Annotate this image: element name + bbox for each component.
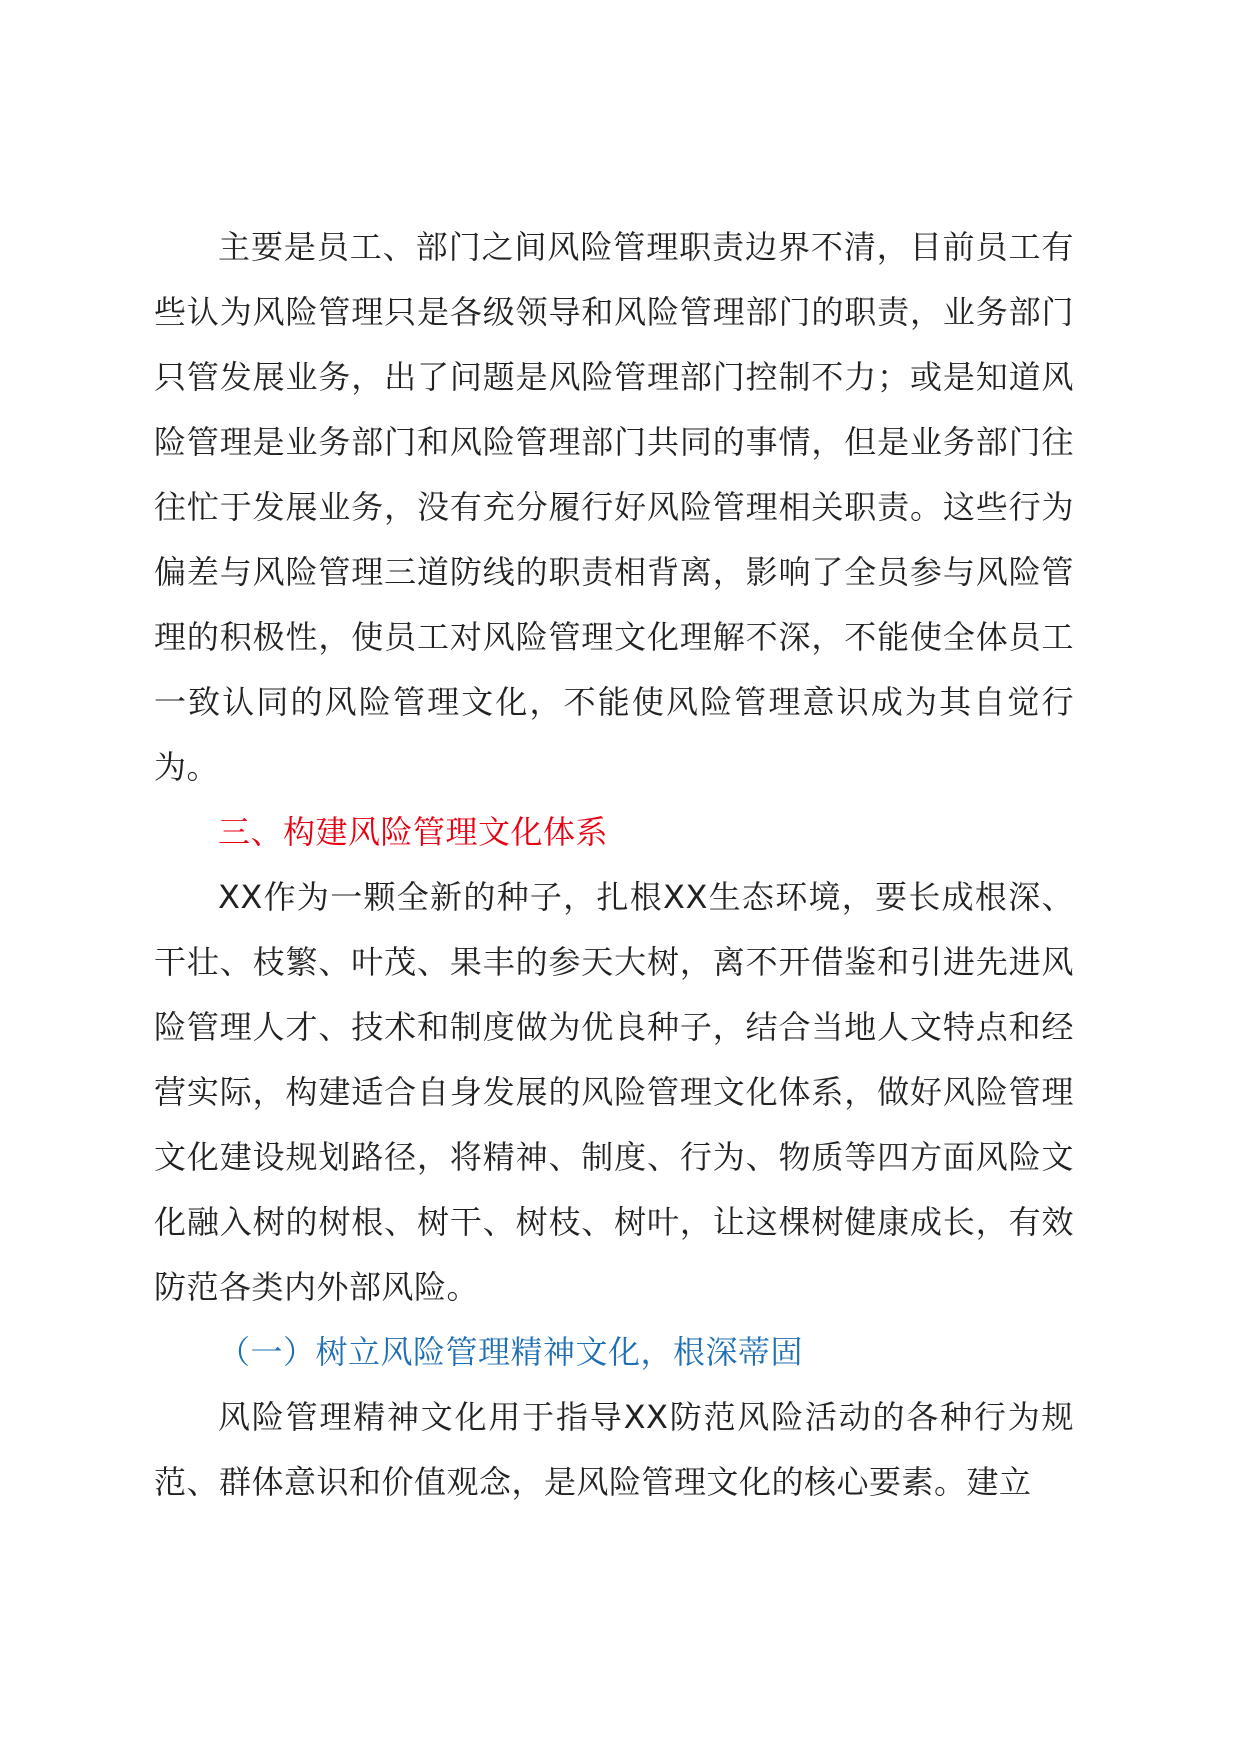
subsection-heading-one: （一）树立风险管理精神文化，根深蒂固 bbox=[218, 1333, 804, 1371]
paragraph-responsibility-boundaries: 主要是员工、部门之间风险管理职责边界不清，目前员工有些认为风险管理只是各级领导和风险管理部门的职责，业务部门只管发展业务，出了问题是风险管理部门控制不力；或是知道风险管理是业务部门和风险管理部门共同的事情，但是业务部门往往忙于发展业务，没有充分履行好风险管理相关职责。这些行为偏差与风险管理三道防线的职责相背离，影响了全员参与风险管理的积极性，使员工对风险管理文化理解不深，不能使全体员工一致认同的风险管理文化，不能使风险管理意识成为其自觉行为。 bbox=[154, 228, 1074, 786]
document-body bbox=[154, 215, 1074, 1515]
section-heading-three: 三、构建风险管理文化体系 bbox=[218, 813, 609, 851]
paragraph-culture-system: XX作为一颗全新的种子，扎根XX生态环境，要长成根深、干壮、枝繁、叶茂、果丰的参天大树，离不开借鉴和引进先进风险管理人才、技术和制度做为优良种子，结合当地人文特点和经营实际，构建适合自身发展的风险管理文化体系，做好风险管理文化建设规划路径，将精神、制度、行为、物质等四方面风险文化融入树的树根、树干、树枝、树叶，让这棵树健康成长，有效防范各类内外部风险。 bbox=[154, 878, 1074, 1306]
paragraph-spirit-culture: 风险管理精神文化用于指导XX防范风险活动的各种行为规范、群体意识和价值观念，是风险管理文化的核心要素。建立 bbox=[154, 1398, 1074, 1501]
